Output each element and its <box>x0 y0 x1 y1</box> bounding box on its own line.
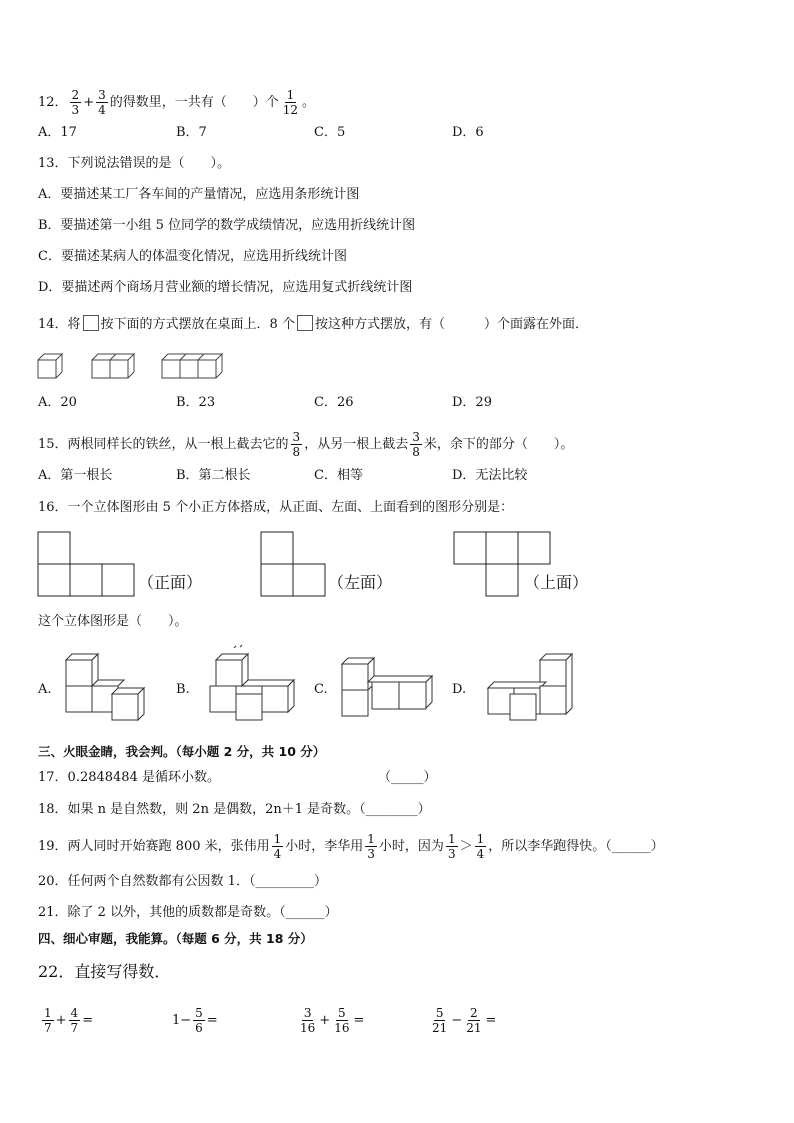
fraction: $\frac{5}{16}$ <box>334 1006 350 1035</box>
q12-line: 12． $\frac{2}{3}$ + $\frac{3}{4}$ 的得数里，一共有（ ）个 $\frac{1}{12}$ 。 <box>38 88 316 117</box>
fraction: $\frac{3}{8}$ <box>412 430 420 459</box>
q15-option-a: A．第一根长 <box>38 468 113 483</box>
fraction: $\frac{3}{8}$ <box>292 430 301 459</box>
front-view-label: （正面） <box>138 573 203 592</box>
q16-question: 16．一个立体图形由 5 个小正方体搭成，从正面、左面、上面看到的图形分别是： <box>38 500 514 515</box>
front-view-figure <box>37 531 137 597</box>
q16-option-b: B. <box>176 682 190 697</box>
cube-icon <box>83 315 99 331</box>
left-view-figure <box>260 531 330 597</box>
q15-option-d: D．无法比较 <box>452 468 528 483</box>
q12-mid: 的得数里，一共有（ ）个 <box>109 95 279 110</box>
q12-option-b: B．7 <box>176 125 207 140</box>
left-view-label: （左面） <box>328 573 393 592</box>
q16-option-c: C. <box>314 682 328 697</box>
q13-question: 13．下列说法错误的是（ ）。 <box>38 156 231 171</box>
fraction: $\frac{1}{3}$ <box>367 832 375 861</box>
q14-option-b: B．23 <box>176 395 216 410</box>
q22-item-1: $\frac{1}{7}$ + $\frac{4}{7}$ = <box>44 1006 94 1035</box>
fraction: $\frac{1}{12}$ <box>282 88 299 117</box>
q18-question: 18．如果 n 是自然数，则 2n 是偶数，2n＋1 是奇数。（________） <box>38 802 431 817</box>
fraction: $\frac{3}{16}$ <box>300 1006 316 1035</box>
fraction: $\frac{4}{7}$ <box>70 1006 79 1035</box>
q12-option-d: D．6 <box>452 125 484 140</box>
q14-option-c: C．26 <box>314 395 354 410</box>
q15-option-c: C．相等 <box>314 468 363 483</box>
q14-question: 14．将 按下面的方式摆放在桌面上．8 个 按这种方式摆放，有（ ）个面露在外面． <box>38 316 588 334</box>
q16-option-a: A. <box>38 682 52 697</box>
q14-option-d: D．29 <box>452 395 492 410</box>
q16-option-a-figure <box>60 650 160 722</box>
q22-item-4: $\frac{5}{21}$ − $\frac{2}{21}$ = <box>432 1006 497 1035</box>
q16-option-d-figure <box>484 650 584 724</box>
fraction: $\frac{5}{21}$ <box>432 1006 448 1035</box>
q22-item-3: $\frac{3}{16}$ + $\frac{5}{16}$ = <box>300 1006 365 1035</box>
section-4-title: 四、细心审题，我能算。（每题 6 分，共 18 分） <box>38 931 313 946</box>
fraction: $\frac{3}{4}$ <box>98 88 106 117</box>
fraction: $\frac{1}{4}$ <box>273 832 282 861</box>
q17-question: 17．0.2848484 是循环小数。 <box>38 770 220 785</box>
q16-ask: 这个立体图形是（ ）。 <box>38 614 188 629</box>
q15-question: 15．两根同样长的铁丝，从一根上截去它的 $\frac{3}{8}$ ，从另一根上截去 $\frac{3}{8}$ 米，余下的部分（ ）。 <box>38 430 574 459</box>
q13-option-b: B．要描述第一小组 5 位同学的数学成绩情况，应选用折线统计图 <box>38 218 416 233</box>
q16-option-d: D. <box>452 682 467 697</box>
q21-question: 21．除了 2 以外，其他的质数都是奇数。（______） <box>38 905 338 920</box>
q13-option-d: D．要描述两个商场月营业额的增长情况，应选用复式折线统计图 <box>38 280 413 295</box>
q12-num: 12． <box>38 95 68 110</box>
fraction: $\frac{2}{3}$ <box>71 88 80 117</box>
q22-question: 22．直接写得数． <box>38 962 171 981</box>
q13-option-a: A．要描述某工厂各车间的产量情况，应选用条形统计图 <box>38 187 360 202</box>
q15-option-b: B．第二根长 <box>176 468 251 483</box>
fraction: $\frac{2}{21}$ <box>466 1006 482 1035</box>
q12-option-c: C．5 <box>314 125 346 140</box>
q14-option-a: A．20 <box>38 395 77 410</box>
fraction: $\frac{1}{3}$ <box>447 832 456 861</box>
q12-option-a: A．17 <box>38 125 77 140</box>
q16-option-b-figure <box>204 644 304 724</box>
q17-answer-blank[interactable]: （_____） <box>378 770 437 785</box>
q20-question: 20．任何两个自然数都有公因数 1．（_________） <box>38 874 327 889</box>
cube-icon <box>297 315 313 331</box>
fraction: $\frac{1}{7}$ <box>44 1006 52 1035</box>
fraction: $\frac{1}{4}$ <box>476 832 485 861</box>
q16-option-c-figure <box>338 652 438 722</box>
q22-item-2: 1− $\frac{5}{6}$ = <box>172 1006 218 1035</box>
section-3-title: 三、火眼金睛，我会判。（每小题 2 分，共 10 分） <box>38 744 326 759</box>
q13-option-c: C．要描述某病人的体温变化情况，应选用折线统计图 <box>38 249 347 264</box>
q19-question: 19．两人同时开始赛跑 800 米，张伟用 $\frac{1}{4}$ 小时，李华用 $\frac{1}{3}$ 小时，因为 $\frac{1}{3}$ ＞ $\frac{1}{4}$ ，所以李华跑得快。（______） <box>38 832 664 861</box>
cube-arrangement-figure <box>36 352 236 382</box>
fraction: $\frac{5}{6}$ <box>195 1006 203 1035</box>
top-view-label: （上面） <box>524 573 589 592</box>
